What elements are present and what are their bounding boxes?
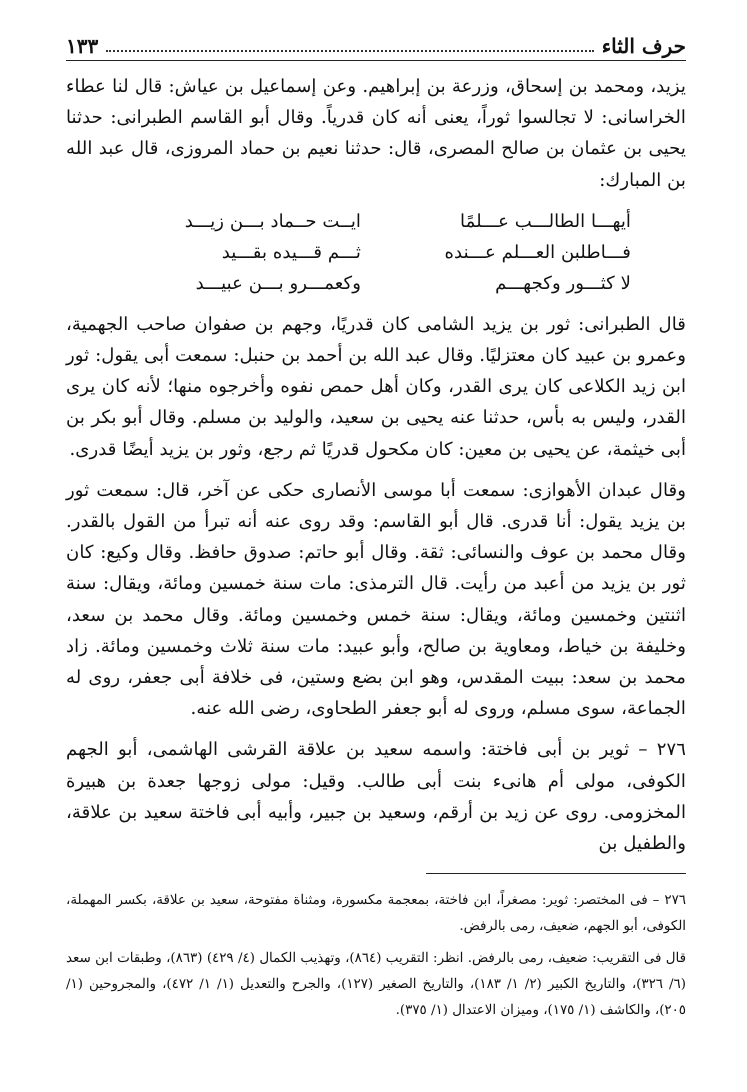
- running-title: حرف الثاء: [601, 34, 686, 58]
- page-header: [66, 30, 686, 61]
- verse-3-first-hemistich: لا كثـــور وكجهـــم: [495, 272, 631, 294]
- footnotes: [66, 888, 686, 1024]
- verse-3-second-hemistich: وكعمـــرو بـــن عبيـــد: [195, 272, 361, 294]
- paragraph-3: وقال عبدان الأهوازى: سمعت أبا موسى الأنصارى حكى عن آخر، قال: سمعت ثور بن يزيد يقول: أنا قدرى. قال أبو القاسم: وقد روى عنه أنه تبرأ من القول بالقدر. وقال محمد بن عوف والنسائى: ثقة. وقال أبو حاتم: صدوق حافظ. وقال وكيع: كان ثور بن يزيد من أعبد من رأيت. قال الترمذى: مات سنة خمسين ومائة، ويقال: سنة اثنتين وخمسين ومائة، ويقال: سنة خمس وخمسين ومائة. وقال محمد بن سعد، وخليفة بن خياط، ومعاوية بن صالح، وأبو عبيد: مات سنة ثلاث وخمسين ومائة. زاد محمد بن سعد: ببيت المقدس، وهو ابن بضع وستين، فى خلافة أبى جعفر، روى له الجماعة، سوى مسلم، وروى له أبو جعفر الطحاوى، رضى الله عنه.: [66, 479, 686, 720]
- paragraph-4-entry-276: ٢٧٦ – ثوير بن أبى فاختة: واسمه سعيد بن علاقة القرشى الهاشمى، أبو الجهم الكوفى، مولى أم هانىء بنت أبى طالب. وقيل: مولى زوجها جعدة بن هبيرة المخزومى. روى عن زيد بن أرقم، وسعيد بن جبير، وأبيه أبى فاختة سعيد بن علاقة، والطفيل بن: [66, 739, 686, 855]
- footnote-divider: [426, 873, 686, 874]
- verse-1-first-hemistich: أيهـــا الطالـــب عـــلمًا: [460, 210, 631, 232]
- paragraph-2: قال الطبرانى: ثور بن يزيد الشامى كان قدريًا، وجهم بن صفوان صاحب الجهمية، وعمرو بن عبيد كان معتزليًا. وقال عبد الله بن أحمد بن حنبل: سمعت أبى يقول: ثور ابن زيد الكلاعى كان يرى القدر، وكان أهل حمص نفوه وأخرجوه منها؛ لأنه كان يرى القدر، وليس به بأس، حدثنا عنه يحيى بن سعيد، والوليد بن مسلم. وقال أبو بكر بن أبى خيثمة، عن يحيى بن معين: كان مكحول قدريًا ثم رجع، وثور بن يزيد أيضًا قدرى.: [66, 313, 686, 460]
- page-number: ١٣٣: [66, 34, 99, 58]
- main-text: [66, 71, 686, 859]
- poem-verses: [121, 206, 631, 299]
- paragraph-1: يزيد، ومحمد بن إسحاق، وزرعة بن إبراهيم. وعن إسماعيل بن عياش: قال لنا عطاء الخراسانى: لا تجالسوا ثوراً، يعنى أنه كان قدرياً. وقال أبو القاسم الطبرانى: حدثنا يحيى بن عثمان بن صالح المصرى، قال: حدثنا نعيم بن حماد المروزى، قال عبد الله بن المبارك:: [66, 76, 686, 191]
- footnote-1: ٢٧٦ – فى المختصر: ثوير: مصغراً، ابن فاختة، بمعجمة مكسورة، ومثناة مفتوحة، سعيد بن علاقة، بكسر المهملة، الكوفى، أبو الجهم، ضعيف، رمى بالرفض.: [66, 893, 686, 935]
- book-page: [66, 30, 686, 1070]
- footnote-2: قال فى التقريب: ضعيف، رمى بالرفض. انظر: التقريب (٨٦٤)، وتهذيب الكمال (٤/ ٤٢٩) (٨٦٣)، وطبقات ابن سعد (٦/ ٣٢٦)، والتاريخ الكبير (٢/ ١/ ١٨٣)، والتاريخ الصغير (١٢٧)، والجرح والتعديل (١/ ١/ ٤٧٢)، والمجروحين (١/ ٢٠٥)، والكاشف (١/ ١٧٥)، وميزان الاعتدال (١/ ٣٧٥).: [66, 951, 686, 1019]
- header-dot-leader: [106, 50, 593, 52]
- verse-1-second-hemistich: ايــت حــماد بـــن زيـــد: [184, 210, 361, 232]
- verse-2-second-hemistich: ثـــم قـــيده بقـــيد: [221, 241, 361, 263]
- verse-2-first-hemistich: فـــاطلبن العـــلم عـــنده: [444, 241, 631, 263]
